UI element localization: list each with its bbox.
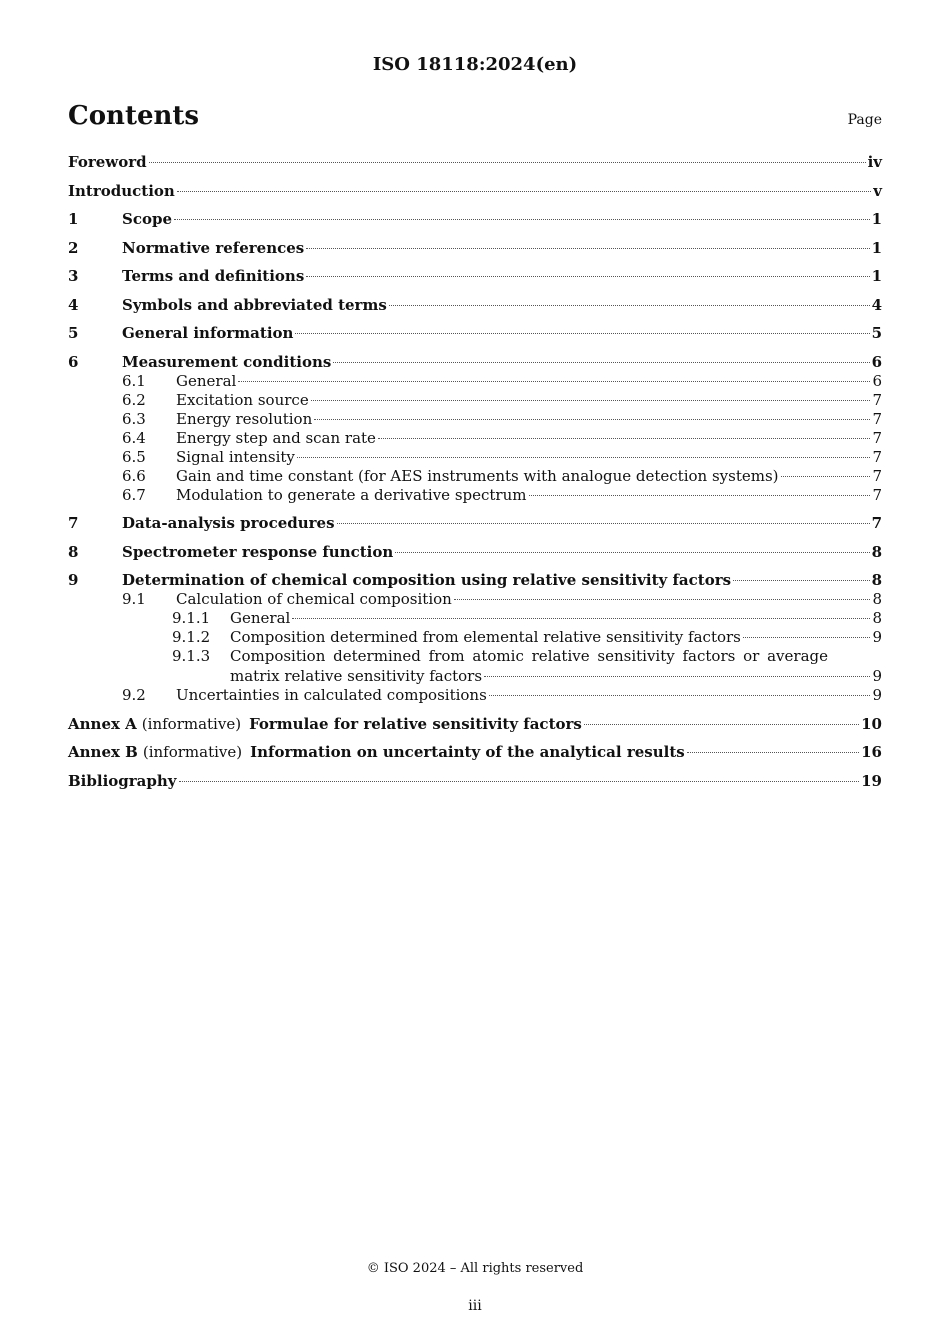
toc-page: 7 xyxy=(872,409,882,428)
toc-page: 7 xyxy=(872,428,882,447)
toc-label: Foreword xyxy=(68,153,147,171)
toc-entry-7[interactable] xyxy=(68,514,882,533)
document-id: ISO 18118:2024(en) xyxy=(372,54,578,75)
toc-page: 7 xyxy=(872,390,882,409)
toc-entry-5[interactable] xyxy=(68,324,882,343)
toc-entry-9-1-1[interactable] xyxy=(68,609,882,628)
toc-page: 9 xyxy=(872,686,882,704)
dot-leader xyxy=(733,580,870,581)
toc-entry-annex-b[interactable] xyxy=(68,743,882,762)
toc-entry-9-1[interactable] xyxy=(68,590,882,609)
toc-number: 6.1 xyxy=(122,371,146,390)
toc-entry-annex-a[interactable] xyxy=(68,715,882,734)
toc-entry-bibliography[interactable] xyxy=(68,772,882,791)
toc-entry-6-7[interactable] xyxy=(68,486,882,505)
toc-label: Gain and time constant (for AES instruments with analogue detection systems) xyxy=(176,466,779,485)
toc-page: 5 xyxy=(871,324,882,342)
toc-page: 6 xyxy=(872,371,882,390)
toc-number: 9.1.3 xyxy=(172,647,211,665)
toc-entry-6-4[interactable] xyxy=(68,429,882,448)
toc-label: Normative references xyxy=(122,238,305,257)
toc-page: 9 xyxy=(872,628,882,646)
toc-number: 6 xyxy=(68,352,79,371)
toc-number: 9.1 xyxy=(122,590,146,608)
toc-label: Formulae for relative sensitivity factors xyxy=(249,714,582,733)
toc-label-line2: matrix relative sensitivity factors xyxy=(230,666,483,685)
toc-entry-4[interactable] xyxy=(68,296,882,315)
dot-leader xyxy=(781,476,871,477)
toc-page: 10 xyxy=(861,714,882,733)
toc-label: Modulation to generate a derivative spectrum xyxy=(176,485,527,504)
toc-label: Excitation source xyxy=(176,390,309,409)
copyright-notice: © ISO 2024 – All rights reserved xyxy=(366,1261,584,1276)
toc-number: 6.4 xyxy=(122,428,146,447)
toc-page: 7 xyxy=(872,447,882,466)
toc-number: 6.2 xyxy=(122,390,146,409)
toc-page: 6 xyxy=(871,352,882,371)
toc-label: Composition determined from elemental relative sensitivity factors xyxy=(230,628,741,646)
dot-leader xyxy=(484,676,870,677)
toc-entry-2[interactable] xyxy=(68,239,882,258)
toc-number: 6.3 xyxy=(122,409,146,428)
toc-page: 4 xyxy=(871,295,882,314)
toc-page: iv xyxy=(867,153,882,171)
toc-label: Energy resolution xyxy=(176,409,313,428)
toc-page: 1 xyxy=(871,238,882,257)
toc-label: General information xyxy=(122,324,294,342)
dot-leader xyxy=(177,191,871,192)
annex-kind: (informative) xyxy=(141,714,242,733)
toc-entry-6[interactable] xyxy=(68,353,882,372)
dot-leader xyxy=(311,400,871,401)
toc-label: General xyxy=(176,371,237,390)
dot-leader xyxy=(174,219,870,220)
toc-entry-9-1-2[interactable] xyxy=(68,628,882,647)
dot-leader xyxy=(529,495,871,496)
toc-entry-9-2[interactable] xyxy=(68,686,882,705)
page-number: iii xyxy=(468,1298,482,1314)
dot-leader xyxy=(687,752,859,753)
dot-leader xyxy=(389,305,870,306)
dot-leader xyxy=(314,419,870,420)
toc-page: 16 xyxy=(861,743,882,761)
toc-entry-9-1-3[interactable] xyxy=(68,647,882,686)
toc-number: 8 xyxy=(68,542,79,561)
toc-label: Symbols and abbreviated terms xyxy=(122,295,387,314)
dot-leader xyxy=(378,438,871,439)
toc-page: 1 xyxy=(871,267,882,285)
toc-page: 8 xyxy=(872,609,882,627)
toc-number: 4 xyxy=(68,295,79,314)
toc-page: 8 xyxy=(871,571,882,589)
toc-entry-6-3[interactable] xyxy=(68,410,882,429)
dot-leader xyxy=(337,523,870,524)
toc-entry-9[interactable] xyxy=(68,571,882,590)
toc-label: Energy step and scan rate xyxy=(176,428,376,447)
toc-page: 8 xyxy=(872,590,882,608)
dot-leader xyxy=(292,618,870,619)
dot-leader xyxy=(333,362,869,363)
toc-entry-6-5[interactable] xyxy=(68,448,882,467)
dot-leader xyxy=(238,381,870,382)
toc-entry-3[interactable] xyxy=(68,267,882,286)
toc-page: v xyxy=(873,181,882,200)
toc-number: 9 xyxy=(68,571,79,589)
dot-leader xyxy=(306,248,869,249)
toc-entry-introduction[interactable] xyxy=(68,182,882,201)
toc-entry-6-6[interactable] xyxy=(68,467,882,486)
toc-number: 6.5 xyxy=(122,447,146,466)
page-title: Contents xyxy=(68,101,200,131)
toc-number: 5 xyxy=(68,324,79,342)
dot-leader xyxy=(743,637,871,638)
toc-number: 1 xyxy=(68,210,79,228)
toc-label: Calculation of chemical composition xyxy=(176,590,452,608)
toc-entry-8[interactable] xyxy=(68,543,882,562)
toc-number: 7 xyxy=(68,514,79,532)
dot-leader xyxy=(306,276,869,277)
toc-number: 9.1.2 xyxy=(172,628,211,646)
annex-name: Annex A xyxy=(68,714,137,733)
toc-number: 9.2 xyxy=(122,686,146,704)
toc-page: 7 xyxy=(872,485,882,504)
toc-entry-1[interactable] xyxy=(68,210,882,229)
dot-leader xyxy=(179,781,860,782)
toc-page: 19 xyxy=(861,771,882,790)
toc-label: Uncertainties in calculated compositions xyxy=(176,686,487,704)
toc-page: 7 xyxy=(871,514,882,532)
dot-leader xyxy=(297,457,871,458)
toc-label: Information on uncertainty of the analytical results xyxy=(250,743,685,761)
table-of-contents xyxy=(68,153,882,791)
toc-label: Bibliography xyxy=(68,771,177,790)
toc-label: Determination of chemical composition using relative sensitivity factors xyxy=(122,571,732,589)
toc-label-line1: Composition determined from atomic relative sensitivity factors or average xyxy=(230,647,828,665)
toc-number: 6.7 xyxy=(122,485,146,504)
toc-label: General xyxy=(230,609,291,627)
toc-label-line2-row xyxy=(230,667,882,687)
dot-leader xyxy=(395,552,869,553)
dot-leader xyxy=(149,162,866,163)
toc-label: Scope xyxy=(122,210,173,228)
toc-entry-6-1[interactable] xyxy=(68,372,882,391)
toc-number: 3 xyxy=(68,267,79,285)
toc-page: 9 xyxy=(872,666,882,685)
toc-label: Measurement conditions xyxy=(122,352,332,371)
toc-entry-foreword[interactable] xyxy=(68,153,882,172)
dot-leader xyxy=(295,333,869,334)
toc-label: Data-analysis procedures xyxy=(122,514,335,532)
toc-entry-6-2[interactable] xyxy=(68,391,882,410)
toc-page: 8 xyxy=(871,542,882,561)
toc-page: 7 xyxy=(872,466,882,485)
toc-number: 2 xyxy=(68,238,79,257)
toc-label: Terms and definitions xyxy=(122,267,305,285)
dot-leader xyxy=(489,695,871,696)
toc-page: 1 xyxy=(871,210,882,228)
toc-number: 6.6 xyxy=(122,466,146,485)
toc-label: Spectrometer response function xyxy=(122,542,394,561)
annex-name: Annex B xyxy=(68,743,138,761)
toc-label: Signal intensity xyxy=(176,447,295,466)
dot-leader xyxy=(454,599,871,600)
page-column-label: Page xyxy=(847,112,882,128)
contents-heading-row xyxy=(68,101,882,131)
dot-leader xyxy=(584,724,859,725)
toc-number: 9.1.1 xyxy=(172,609,211,627)
toc-label: Introduction xyxy=(68,181,175,200)
annex-kind: (informative) xyxy=(142,743,243,761)
